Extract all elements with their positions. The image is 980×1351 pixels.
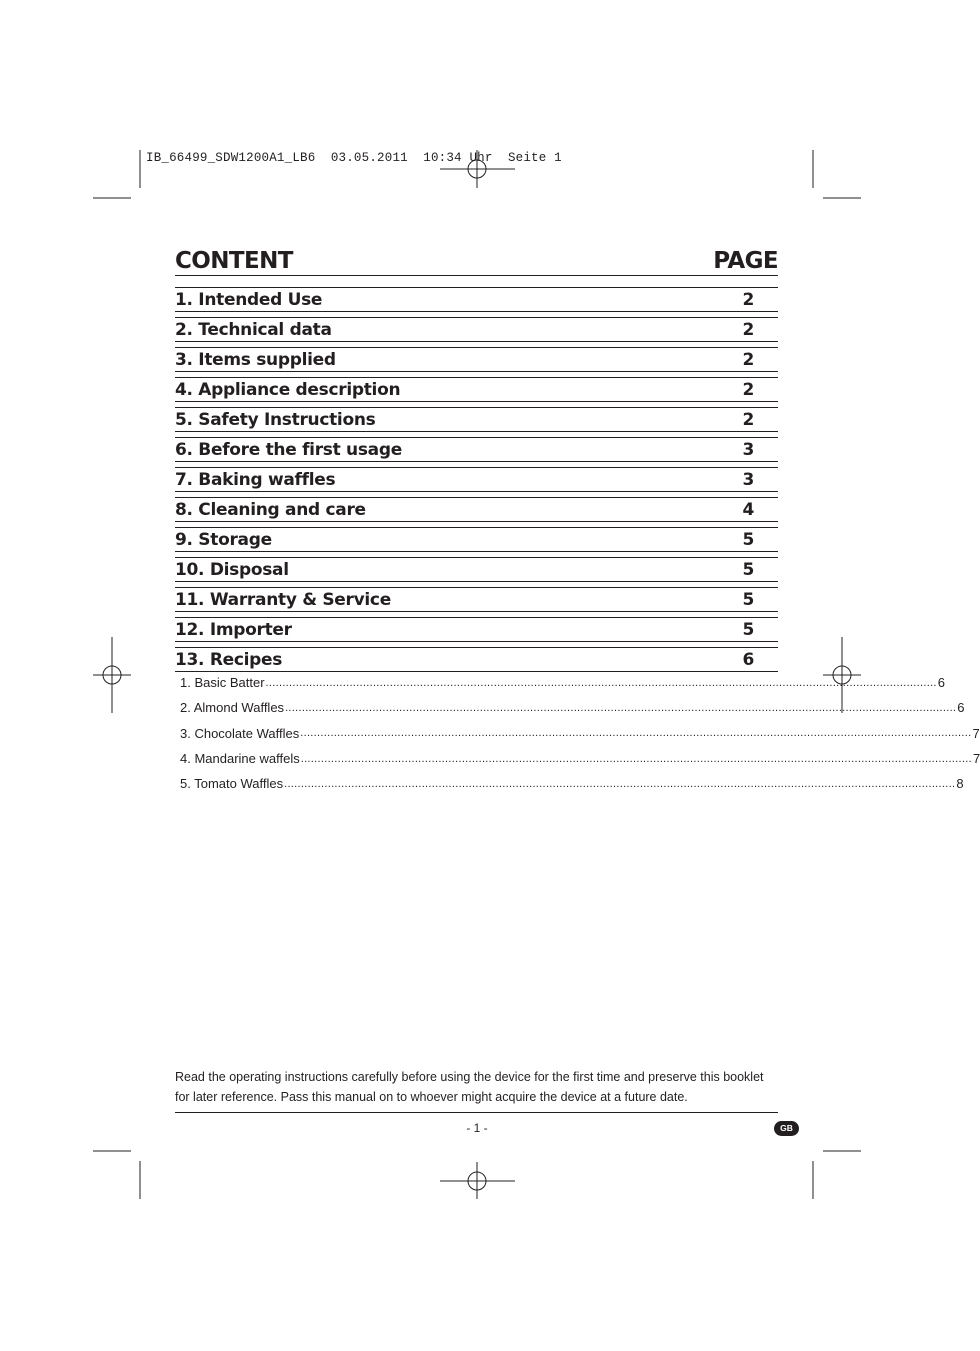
- toc-entry-title: 12. Importer: [175, 619, 292, 640]
- dot-leader: ........................................................................................................................................................................................................: [265, 676, 937, 689]
- recipe-entry[interactable]: [180, 721, 980, 746]
- toc-entry-title: 13. Recipes: [175, 649, 283, 670]
- toc-entry-title: 2. Technical data: [175, 319, 332, 340]
- dot-leader: ........................................................................................................................................................................................................: [284, 777, 956, 790]
- toc-entry[interactable]: [175, 497, 778, 522]
- dot-leader: ........................................................................................................................................................................................................: [300, 727, 972, 740]
- registration-mark-top: [440, 150, 515, 188]
- recipe-entry-title: 2. Almond Waffles: [180, 700, 285, 716]
- dot-leader: ........................................................................................................................................................................................................: [300, 752, 972, 765]
- recipe-entry[interactable]: [180, 695, 965, 720]
- toc-entry[interactable]: [175, 647, 778, 672]
- recipe-entry-page: 7: [972, 751, 980, 767]
- toc-entry-title: 3. Items supplied: [175, 349, 336, 370]
- recipe-entry-page: 6: [937, 675, 946, 691]
- toc-entry[interactable]: [175, 617, 778, 642]
- toc-entry-title: 11. Warranty & Service: [175, 589, 391, 610]
- toc-entry-page: 3: [742, 439, 754, 460]
- toc-entry[interactable]: [175, 557, 778, 582]
- toc-entry-page: 5: [742, 559, 754, 580]
- recipe-entry-page: 7: [972, 725, 980, 741]
- recipe-entry[interactable]: [180, 670, 946, 695]
- toc-entry[interactable]: [175, 527, 778, 552]
- instruction-note: Read the operating instructions carefully before using the device for the first time and preserve this booklet for later reference. Pass this manual on to whoever might acquire the device at a future date.: [175, 1070, 764, 1104]
- toc-entry[interactable]: [175, 437, 778, 462]
- toc-entry-page: 3: [742, 469, 754, 490]
- toc-entry-page: 5: [742, 619, 754, 640]
- recipe-entry-title: 1. Basic Batter: [180, 675, 265, 691]
- page-column-title: PAGE: [713, 248, 778, 274]
- recipe-entry[interactable]: [180, 771, 964, 796]
- recipe-entry-title: 4. Mandarine waffels: [180, 751, 300, 767]
- toc-entry-title: 4. Appliance description: [175, 379, 401, 400]
- toc-entry-title: 10. Disposal: [175, 559, 289, 580]
- registration-mark-bottom: [440, 1162, 515, 1199]
- toc-entry-page: 2: [742, 319, 754, 340]
- toc-entry[interactable]: [175, 377, 778, 402]
- toc-entry-page: 5: [742, 589, 754, 610]
- toc-entry[interactable]: [175, 587, 778, 612]
- recipe-entry-title: 5. Tomato Waffles: [180, 776, 284, 792]
- toc-entry-page: 5: [742, 529, 754, 550]
- toc-heading: [175, 244, 778, 276]
- toc-entry-page: 6: [742, 649, 754, 670]
- toc-entry-title: 9. Storage: [175, 529, 272, 550]
- toc-entry-title: 6. Before the first usage: [175, 439, 402, 460]
- recipe-entry-page: 8: [956, 776, 964, 792]
- toc-entry-page: 2: [742, 289, 754, 310]
- page-number: - 1 -: [466, 1121, 488, 1135]
- recipe-entry[interactable]: [180, 746, 980, 771]
- toc-entry[interactable]: [175, 407, 778, 432]
- toc-entry-page: 2: [742, 349, 754, 370]
- footer-divider: [175, 1112, 778, 1113]
- recipe-sublist: [180, 670, 980, 796]
- toc-entry-title: 8. Cleaning and care: [175, 499, 366, 520]
- toc-entry[interactable]: [175, 467, 778, 492]
- toc-entry[interactable]: [175, 287, 778, 312]
- print-slug-line: IB_66499_SDW1200A1_LB6 03.05.2011 10:34 Uhr Seite 1: [146, 151, 562, 165]
- toc-entry-page: 2: [742, 409, 754, 430]
- registration-mark-left: [93, 637, 131, 713]
- toc-entry[interactable]: [175, 347, 778, 372]
- recipe-entry-page: 6: [957, 700, 965, 716]
- content-title: CONTENT: [175, 248, 293, 274]
- toc-section-list: [175, 287, 778, 677]
- toc-entry[interactable]: [175, 317, 778, 342]
- recipe-entry-title: 3. Chocolate Waffles: [180, 725, 300, 741]
- toc-entry-title: 5. Safety Instructions: [175, 409, 376, 430]
- toc-entry-page: 4: [742, 499, 754, 520]
- toc-entry-title: 7. Baking waffles: [175, 469, 336, 490]
- dot-leader: ........................................................................................................................................................................................................: [285, 701, 957, 714]
- toc-entry-page: 2: [742, 379, 754, 400]
- language-badge: GB: [774, 1121, 799, 1136]
- toc-entry-title: 1. Intended Use: [175, 289, 323, 310]
